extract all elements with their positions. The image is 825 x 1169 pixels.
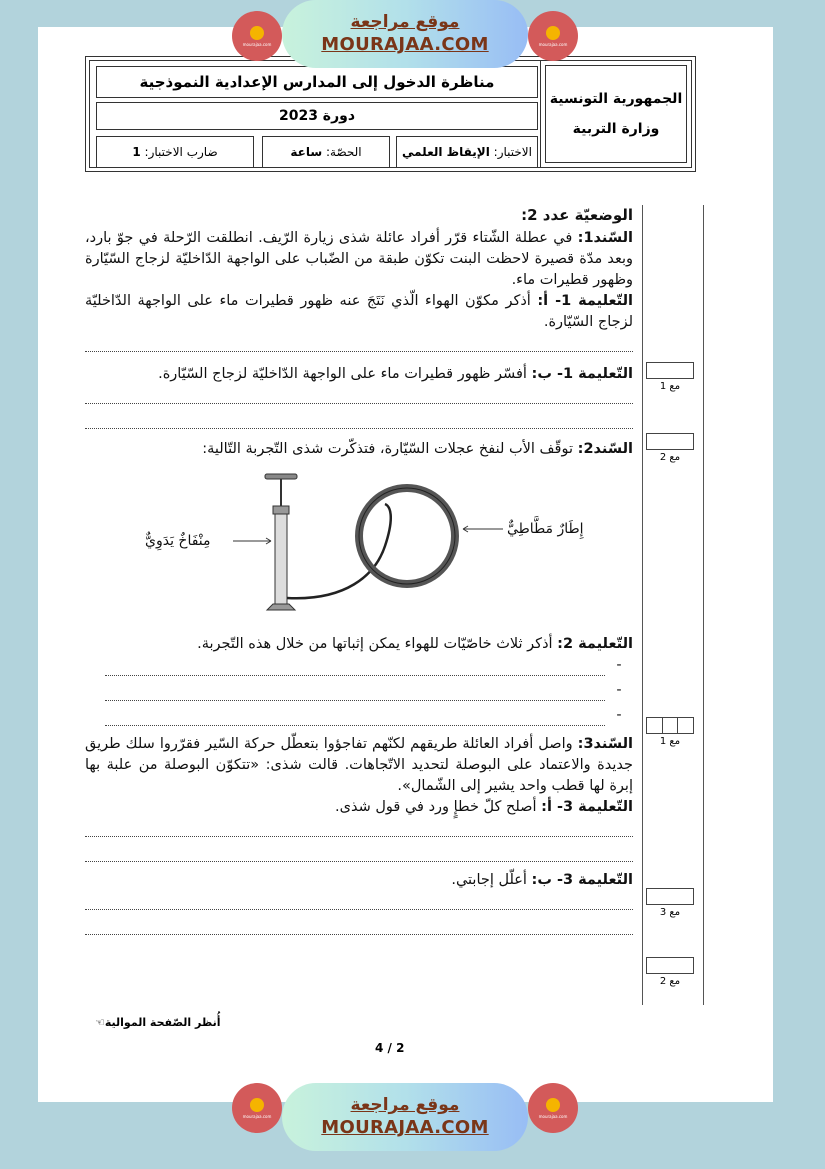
answer-line[interactable] xyxy=(85,333,633,352)
mourajaa-logo-icon: mourajaa.com xyxy=(232,1083,282,1133)
score-input-triple[interactable] xyxy=(646,717,694,734)
ministry-name: وزارة التربية xyxy=(572,121,660,137)
score-input[interactable] xyxy=(646,957,694,974)
country-name: الجمهورية التونسية xyxy=(549,91,683,107)
watermark-arabic: موقع مراجعة xyxy=(350,12,460,32)
sanad-1: السّند1: في عطلة الشّتاء قرّر أفراد عائلة شذى زيارة الرّيف. انطلقت الرّحلة في جوّ بارد، وبعد مدّة قصيرة لاحظت البنت تكوّن طبقة من الضّباب على الواجهة الدّاخليّة لزجاج السّيّارة وظهور قطيرات ماء. xyxy=(85,230,633,288)
sanad-3: السّند3: واصل أفراد العائلة طريقهم لكنّهم تفاجؤوا بتعطّل حركة السّير فقرّروا سلك طريق جديدة والاعتماد على البوصلة لتحديد الاتّجاهات. قالت شذى: «تتكوّن البوصلة من علبة بها إبرة لها قطب واحد يشير إلى الشّمال». xyxy=(85,736,633,794)
exam-content xyxy=(85,205,633,941)
watermark-banner-top[interactable] xyxy=(282,0,528,68)
score-input[interactable] xyxy=(646,888,694,905)
question-1b: التّعليمة 1- ب: أفسّر ظهور قطيرات ماء على الواجهة الدّاخليّة لزجاج السّيّارة. xyxy=(158,366,633,382)
mark-box-q3a: مع 3 xyxy=(646,888,694,918)
sanad-2: السّند2: توقّف الأب لنفخ عجلات السّيّارة، فتذكّرت شذى التّجربة التّالية: xyxy=(202,441,633,457)
answer-row[interactable]: - xyxy=(85,680,633,701)
score-input[interactable] xyxy=(646,362,694,379)
watermark-arabic: موقع مراجعة xyxy=(350,1095,460,1115)
mark-box-q1b: مع 2 xyxy=(646,433,694,463)
coefficient-cell: ضارب الاختبار: 1 xyxy=(96,136,254,168)
mark-box-q2: مع 1 xyxy=(646,717,694,747)
answer-line[interactable] xyxy=(85,891,633,910)
page-number: 4 / 2 xyxy=(375,1041,405,1055)
coefficient-value: 1 xyxy=(132,145,141,159)
watermark-latin: MOURAJAA.COM xyxy=(321,34,489,55)
next-page-note: أُنظر الصّفحة الموالية☜ xyxy=(95,1016,221,1029)
ministry-cell xyxy=(540,61,691,167)
duration-value: ساعة xyxy=(290,145,323,159)
answer-line[interactable] xyxy=(85,410,633,429)
watermark-latin: MOURAJAA.COM xyxy=(321,1117,489,1138)
answer-line[interactable] xyxy=(85,916,633,935)
subject-value: الإيقاظ العلمي xyxy=(402,145,490,159)
exam-title: مناظرة الدخول إلى المدارس الإعدادية النموذجية xyxy=(96,66,538,98)
answer-row[interactable]: - xyxy=(85,655,633,676)
question-3b: التّعليمة 3- ب: أعلّل إجابتي. xyxy=(451,872,633,888)
tire-label: إِطَارٌ مَطَّاطِيٌّ xyxy=(507,521,584,537)
exam-header xyxy=(85,56,696,172)
section-title: الوضعيّة عدد 2: xyxy=(521,206,633,224)
subject-cell: الاختبار: الإيقاظ العلمي xyxy=(396,136,538,168)
question-3a: التّعليمة 3- أ: أصلح كلّ خطإٍ ورد في قول شذى. xyxy=(335,799,633,815)
score-input[interactable] xyxy=(646,433,694,450)
watermark-banner-bottom[interactable] xyxy=(282,1083,528,1151)
pump-tire-figure xyxy=(85,466,633,626)
mark-box-q3b: مع 2 xyxy=(646,957,694,987)
answer-line[interactable] xyxy=(85,843,633,862)
answer-line[interactable] xyxy=(85,818,633,837)
mourajaa-logo-icon: mourajaa.com xyxy=(232,11,282,61)
mourajaa-logo-icon: mourajaa.com xyxy=(528,1083,578,1133)
mourajaa-logo-icon: mourajaa.com xyxy=(528,11,578,61)
exam-session: دورة 2023 xyxy=(96,102,538,130)
mark-box-q1a: مع 1 xyxy=(646,362,694,392)
answer-line[interactable] xyxy=(85,385,633,404)
marks-column xyxy=(642,205,704,1005)
answer-row[interactable]: - xyxy=(85,705,633,726)
duration-cell: الحصّة: ساعة xyxy=(262,136,390,168)
question-1a: التّعليمة 1- أ: أذكر مكوّن الهواء الّذي نَتَجَ عنه ظهور قطيرات ماء على الواجهة الدّاخليّة لزجاج السّيّارة. xyxy=(85,293,634,330)
question-2: التّعليمة 2: أذكر ثلاث خاصّيّات للهواء يمكن إثباتها من خلال هذه التّجربة. xyxy=(197,636,633,652)
pump-label: مِنْفَاخٌ يَدَوِيٌّ xyxy=(145,533,211,549)
